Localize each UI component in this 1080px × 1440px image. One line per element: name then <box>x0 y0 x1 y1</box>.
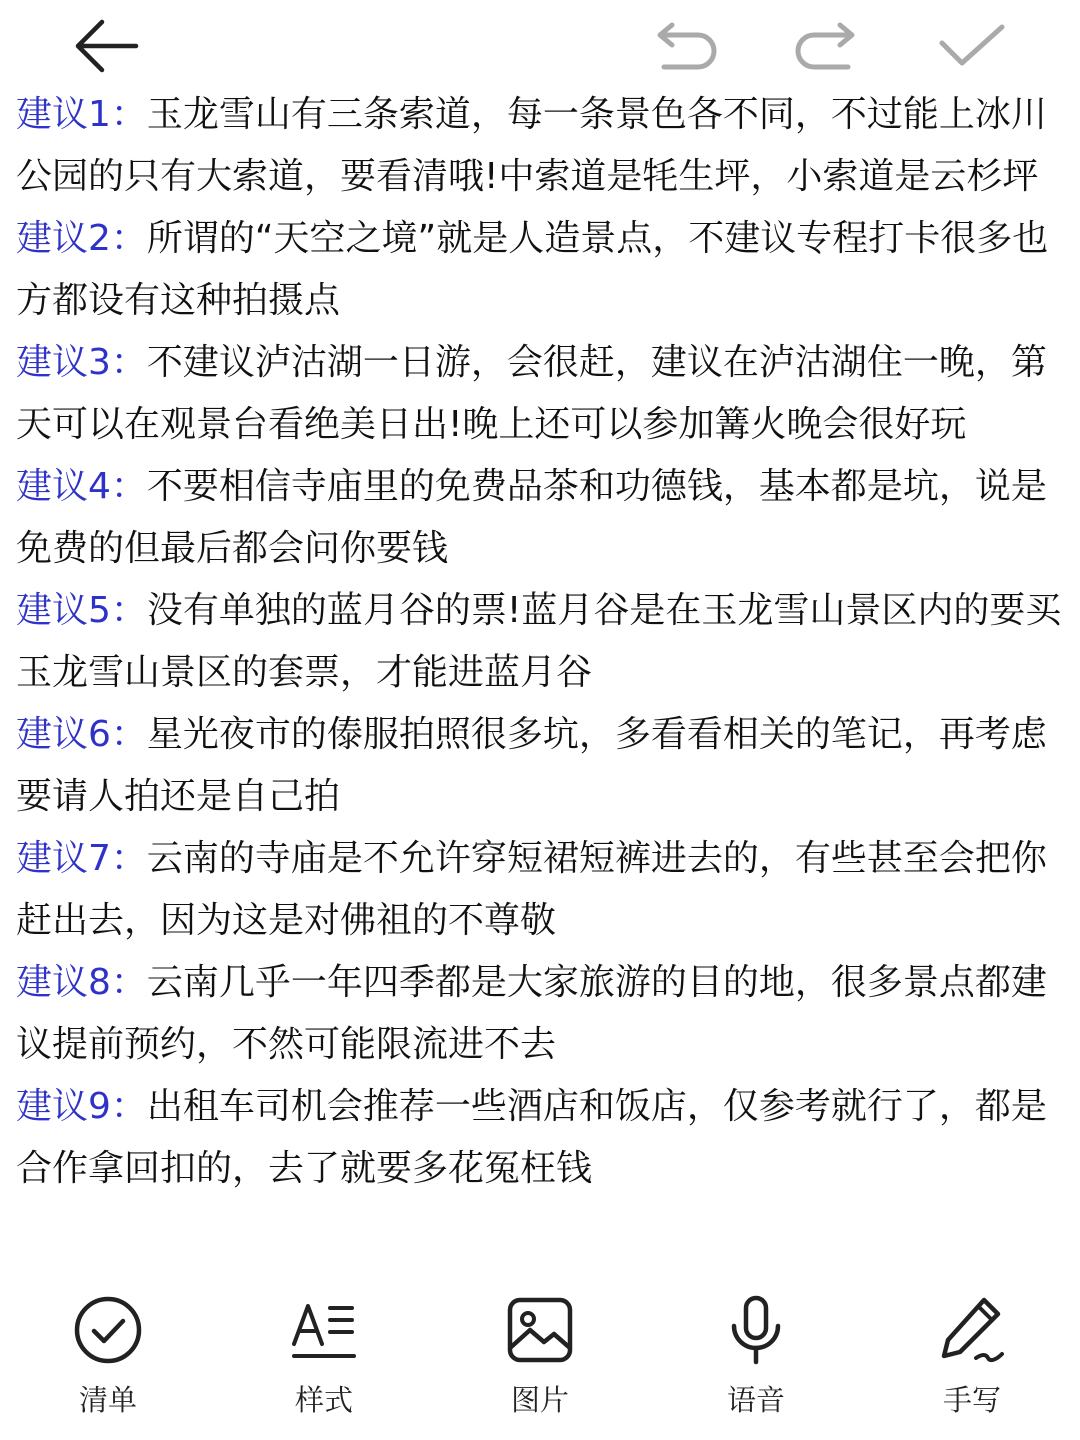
suggestion-paragraph <box>16 84 1066 208</box>
image-icon <box>504 1294 576 1366</box>
suggestion-paragraph <box>16 456 1066 580</box>
top-toolbar <box>0 0 1080 90</box>
suggestion-label: 建议3： <box>16 342 147 383</box>
image-label: 图片 <box>510 1383 569 1417</box>
suggestion-text: 不建议泸沽湖一日游，会很赶，建议在泸沽湖住一晚，第天可以在观景台看绝美日出!晚上还可以参加篝火晚会很好玩 <box>16 342 1047 445</box>
voice-label: 语音 <box>726 1383 785 1417</box>
suggestion-text: 云南几乎一年四季都是大家旅游的目的地，很多景点都建议提前预约，不然可能限流进不去 <box>16 962 1047 1065</box>
suggestion-label: 建议9： <box>16 1086 147 1127</box>
checklist-label: 清单 <box>78 1383 137 1417</box>
undo-button[interactable] <box>644 10 724 82</box>
suggestion-label: 建议1： <box>16 94 147 135</box>
text-style-label: 样式 <box>294 1383 353 1417</box>
confirm-button[interactable] <box>932 10 1012 82</box>
redo-button[interactable] <box>788 10 868 82</box>
handwriting-pen-icon <box>936 1294 1008 1366</box>
redo-icon <box>792 21 864 71</box>
suggestion-text: 云南的寺庙是不允许穿短裙短裤进去的，有些甚至会把你赶出去，因为这是对佛祖的不尊敬 <box>16 838 1047 941</box>
suggestion-label: 建议4： <box>16 466 147 507</box>
suggestion-text: 星光夜市的傣服拍照很多坑，多看看相关的笔记，再考虑要请人拍还是自己拍 <box>16 714 1047 817</box>
bottom-toolbar <box>0 1290 1080 1440</box>
suggestion-paragraph <box>16 332 1066 456</box>
text-style-icon <box>288 1294 360 1366</box>
suggestion-label: 建议2： <box>16 218 147 259</box>
suggestion-paragraph <box>16 704 1066 828</box>
suggestion-text: 不要相信寺庙里的免费品茶和功德钱，基本都是坑，说是免费的但最后都会问你要钱 <box>16 466 1047 569</box>
back-button[interactable] <box>66 10 146 82</box>
suggestion-text: 出租车司机会推荐一些酒店和饭店，仅参考就行了，都是合作拿回扣的，去了就要多花冤枉钱 <box>16 1086 1047 1189</box>
note-body[interactable] <box>16 84 1066 1200</box>
suggestion-paragraph <box>16 828 1066 952</box>
suggestion-paragraph <box>16 1076 1066 1200</box>
suggestion-label: 建议7： <box>16 838 147 879</box>
arrow-left-icon <box>70 14 142 78</box>
suggestion-label: 建议8： <box>16 962 147 1003</box>
suggestion-label: 建议6： <box>16 714 147 755</box>
suggestion-text: 所谓的“天空之境”就是人造景点，不建议专程打卡很多也方都设有这种拍摄点 <box>16 218 1049 321</box>
suggestion-text: 没有单独的蓝月谷的票!蓝月谷是在玉龙雪山景区内的要买玉龙雪山景区的套票，才能进蓝月谷 <box>16 590 1062 693</box>
voice-button[interactable] <box>686 1290 826 1430</box>
microphone-icon <box>720 1294 792 1366</box>
image-button[interactable] <box>470 1290 610 1430</box>
checklist-icon <box>72 1294 144 1366</box>
suggestion-text: 玉龙雪山有三条索道，每一条景色各不同，不过能上冰川公园的只有大索道，要看清哦!中索道是牦生坪，小索道是云杉坪 <box>16 94 1047 197</box>
suggestion-label: 建议5： <box>16 590 147 631</box>
text-style-button[interactable] <box>254 1290 394 1430</box>
suggestion-paragraph <box>16 580 1066 704</box>
suggestion-paragraph <box>16 952 1066 1076</box>
handwriting-label: 手写 <box>942 1383 1001 1417</box>
checklist-button[interactable] <box>38 1290 178 1430</box>
undo-icon <box>648 21 720 71</box>
handwriting-button[interactable] <box>902 1290 1042 1430</box>
checkmark-icon <box>936 21 1008 71</box>
suggestion-paragraph <box>16 208 1066 332</box>
